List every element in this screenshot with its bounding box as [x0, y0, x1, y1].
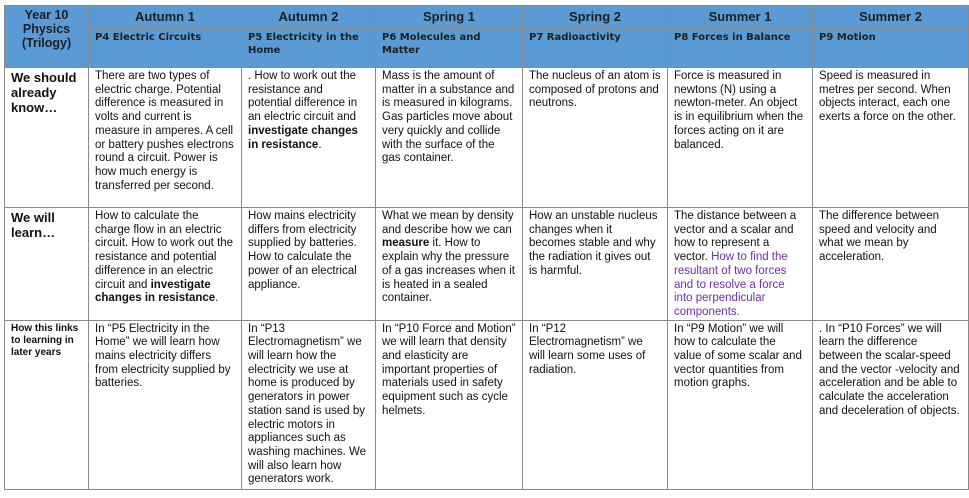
topic-spring-2: P7 Radioactivity — [523, 29, 668, 68]
cell-links-autumn-1: In “P5 Electricity in the Home” we will learn how mains electricity differs from electricity supplied by batteries. — [89, 320, 242, 489]
term-header-row — [5, 6, 969, 29]
cell-will-learn-summer-1: The distance between a vector and a scalar and how to represent a vector. How to find the resultant of two forces and to resolve a force into perpendicular components. — [668, 208, 813, 321]
topic-autumn-2: P5 Electricity in the Home — [242, 29, 376, 68]
table-row-links — [5, 320, 969, 489]
emphasis-text: measure — [382, 237, 430, 250]
cell-links-summer-2: . In “P10 Forces” we will learn the difference between the scalar-speed and the vector -velocity and acceleration and be able to calculate the acceleration and deceleration of objects. — [813, 320, 969, 489]
row-label-will-learn: We will learn… — [5, 208, 89, 321]
cell-already-know-summer-1: Force is measured in newtons (N) using a newton-meter. An object is in equilibrium when the forces acting on it are balanced. — [668, 68, 813, 208]
emphasis-text: investigate changes in resistance — [95, 278, 216, 305]
cell-already-know-autumn-1: There are two types of electric charge. Potential difference is measured in volts and current is measure in amperes. A cell or battery pushes electrons round a circuit. Power is how much energy is transferred per second. — [89, 68, 242, 208]
cell-will-learn-autumn-1: How to calculate the charge flow in an electric circuit. How to work out the resistance and potential difference in an electric circuit and investigate changes in resistance. — [89, 208, 242, 321]
cell-links-summer-1: In “P9 Motion” we will how to calculate the value of some scalar and vector quantities from motion graphs. — [668, 320, 813, 489]
cell-links-spring-2: In “P12 Electromagnetism” we will learn some uses of radiation. — [523, 320, 668, 489]
term-autumn-2: Autumn 2 — [242, 6, 376, 29]
emphasis-text: investigate changes in resistance — [248, 124, 358, 151]
table-row-will-learn — [5, 208, 969, 321]
term-summer-1: Summer 1 — [668, 6, 813, 29]
cell-links-autumn-2: In “P13 Electromagnetism” we will learn how the electricity we use at home is produced by generators in power station sand is used by electric motors in appliances such as washing machines. We will also learn how generators work. — [242, 320, 376, 489]
topic-spring-1: P6 Molecules and Matter — [376, 29, 523, 68]
cell-will-learn-autumn-2: How mains electricity differs from electricity supplied by batteries. How to calculate the power of an electrical appliance. — [242, 208, 376, 321]
cell-already-know-spring-2: The nucleus of an atom is composed of protons and neutrons. — [523, 68, 668, 208]
topic-summer-2: P9 Motion — [813, 29, 969, 68]
topic-autumn-1: P4 Electric Circuits — [89, 29, 242, 68]
term-summer-2: Summer 2 — [813, 6, 969, 29]
cell-already-know-spring-1: Mass is the amount of matter in a substance and is measured in kilograms. Gas particles move about very quickly and collide with the surface of the gas container. — [376, 68, 523, 208]
term-autumn-1: Autumn 1 — [89, 6, 242, 29]
cell-will-learn-spring-2: How an unstable nucleus changes when it becomes stable and why the radiation it gives out is harmful. — [523, 208, 668, 321]
cell-links-spring-1: In “P10 Force and Motion” we will learn that density and elasticity are important properties of materials used in safety equipment such as cycle helmets. — [376, 320, 523, 489]
term-spring-1: Spring 1 — [376, 6, 523, 29]
curriculum-table — [4, 5, 969, 490]
cell-will-learn-summer-2: The difference between speed and velocity and what we mean by acceleration. — [813, 208, 969, 321]
cell-already-know-summer-2: Speed is measured in metres per second. When objects interact, each one exerts a force on the other. — [813, 68, 969, 208]
row-label-already-know: We should already know… — [5, 68, 89, 208]
table-row-already-know — [5, 68, 969, 208]
row-label-links: How this links to learning in later years — [5, 320, 89, 489]
cell-will-learn-spring-1: What we mean by density and describe how we can measure it. How to explain why the pressure of a gas increases when it is heated in a sealed container. — [376, 208, 523, 321]
corner-label: Year 10 Physics (Trilogy) — [5, 6, 89, 68]
term-spring-2: Spring 2 — [523, 6, 668, 29]
topic-summer-1: P8 Forces in Balance — [668, 29, 813, 68]
cell-already-know-autumn-2: . How to work out the resistance and potential difference in an electric circuit and investigate changes in resistance. — [242, 68, 376, 208]
topic-header-row — [5, 29, 969, 68]
highlighted-text: How to find the resultant of two forces and to resolve a force into perpendicular components. — [674, 251, 788, 318]
